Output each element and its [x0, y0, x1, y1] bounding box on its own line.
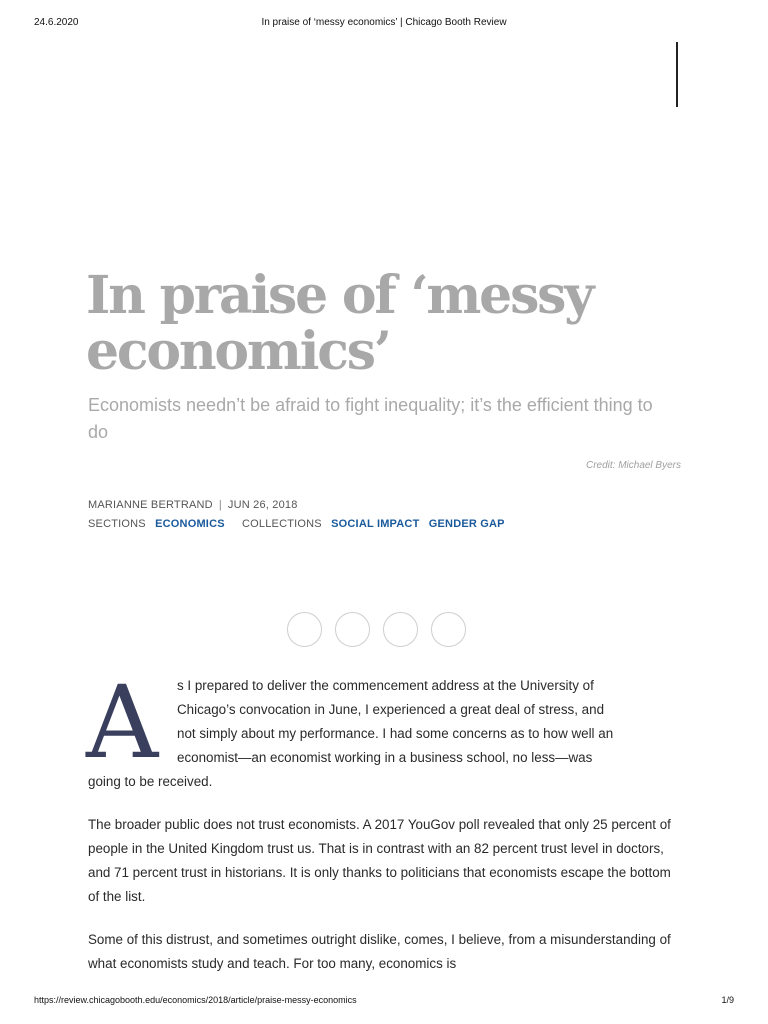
paragraph-1-line-2: Chicago’s convocation in June, I experienced a great deal of stress, and	[177, 702, 605, 717]
print-page-title: In praise of ‘messy economics’ | Chicago Booth Review	[261, 17, 507, 28]
share-button-2[interactable]	[335, 612, 370, 647]
drop-cap: A	[86, 664, 159, 781]
article-deck: Economists needn’t be afraid to fight inequality; it’s the efficient thing to do	[88, 395, 653, 442]
image-credit: Credit: Michael Byers	[585, 460, 681, 471]
taxonomy-row	[88, 518, 505, 530]
share-button-4[interactable]	[431, 612, 466, 647]
byline-separator: |	[218, 499, 222, 511]
publish-date: JUN 26, 2018	[227, 499, 298, 511]
author-name[interactable]: MARIANNE BERTRAND	[88, 499, 213, 511]
print-date: 24.6.2020	[34, 17, 79, 28]
byline	[88, 499, 298, 511]
paragraph-3: Some of this distrust, and sometimes outright dislike, comes, I believe, from a misunderstanding of what economists study and teach. For too many, economics is	[88, 932, 671, 971]
vertical-divider	[676, 42, 678, 107]
sections-label: SECTIONS	[88, 518, 146, 530]
print-header	[0, 17, 768, 31]
paragraph-1-line-3: not simply about my performance. I had some concerns as to how well an	[177, 726, 614, 741]
collection-link-gender-gap[interactable]: GENDER GAP	[428, 518, 505, 530]
print-footer	[0, 995, 768, 1009]
collection-link-social-impact[interactable]: SOCIAL IMPACT	[331, 518, 420, 530]
share-buttons	[287, 612, 466, 647]
page-number: 1/9	[721, 995, 734, 1005]
paragraph-1-line-5: going to be received.	[88, 774, 213, 789]
share-button-3[interactable]	[383, 612, 418, 647]
collections-label: COLLECTIONS	[242, 518, 322, 530]
paragraph-2: The broader public does not trust economists. A 2017 YouGov poll revealed that only 25 percent of people in the United Kingdom trust us. That is in contrast with an 82 percent trust level in doctors, and 71 percent trust in historians. It is only thanks to politicians that economists escape the bottom of the list.	[88, 817, 671, 904]
page-url: https://review.chicagobooth.edu/economics/2018/article/praise-messy-economics	[34, 995, 357, 1005]
section-link-economics[interactable]: ECONOMICS	[155, 518, 225, 530]
paragraph-1-line-1: s I prepared to deliver the commencement address at the University of	[177, 678, 594, 693]
paragraph-1-line-4: economist—an economist working in a business school, no less—was	[177, 750, 593, 765]
article-headline: In praise of ‘messy economics’	[86, 265, 593, 382]
share-button-1[interactable]	[287, 612, 322, 647]
